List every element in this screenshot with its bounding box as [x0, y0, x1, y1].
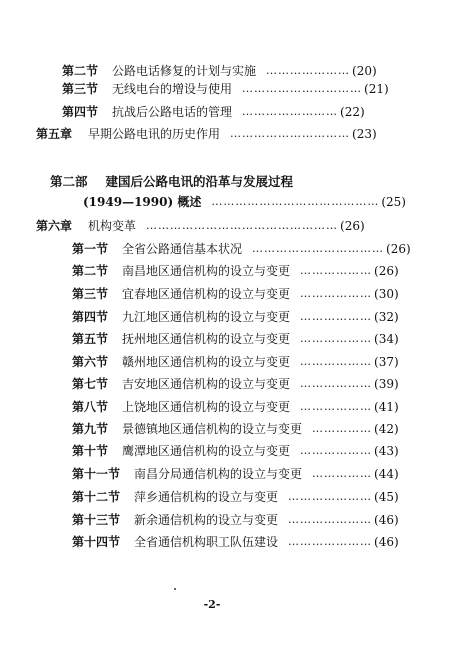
section-label: 第四节	[62, 105, 99, 119]
toc-entry[interactable]	[72, 397, 399, 417]
page-number: (22)	[340, 105, 365, 119]
leader-dots: ………………	[300, 355, 373, 368]
section-label: 第十四节	[72, 535, 121, 549]
section-title: 全省通信机构职工队伍建设	[134, 535, 279, 549]
page-number: (25)	[381, 195, 406, 209]
section-label: 第十节	[72, 444, 109, 458]
leader-dots: …………………	[288, 513, 373, 526]
toc-chapter[interactable]	[36, 216, 365, 236]
page-number: (42)	[374, 422, 399, 436]
page-number: (46)	[374, 535, 399, 549]
leader-dots: …………………	[266, 64, 351, 77]
section-title: 景德镇地区通信机构的设立与变更	[122, 422, 303, 436]
page-number: (41)	[374, 400, 399, 414]
toc-entry[interactable]	[72, 487, 399, 507]
section-label: 第三节	[62, 82, 99, 96]
section-title: 新余通信机构的设立与变更	[134, 513, 279, 527]
leader-dots: …………………………	[230, 127, 351, 140]
section-title: 无线电台的增设与使用	[112, 82, 233, 96]
section-title: 九江地区通信机构的设立与变更	[122, 310, 291, 324]
section-title: 全省公路通信基本状况	[122, 242, 243, 256]
page-number: (26)	[386, 242, 411, 256]
page-number: (30)	[374, 287, 399, 301]
page-number: (26)	[340, 219, 365, 233]
section-label: 第一节	[72, 242, 109, 256]
leader-dots: ……………	[312, 467, 373, 480]
section-label: 第四节	[72, 310, 109, 324]
leader-dots: …………………	[288, 535, 373, 548]
section-title: 抚州地区通信机构的设立与变更	[122, 332, 291, 346]
toc-entry[interactable]	[72, 374, 399, 394]
toc-entry[interactable]	[72, 261, 399, 281]
toc-entry[interactable]	[72, 419, 399, 439]
section-label: 第二节	[72, 264, 109, 278]
toc-entry[interactable]	[72, 352, 399, 372]
page-number: (23)	[352, 127, 377, 141]
chapter-label: 第五章	[36, 127, 73, 141]
section-title: 抗战后公路电话的管理	[112, 105, 233, 119]
section-label: 第二节	[62, 64, 99, 78]
leader-dots: …………………………………………	[146, 219, 339, 232]
page-number: (21)	[364, 82, 389, 96]
leader-dots: …………………………	[242, 82, 363, 95]
section-label: 第三节	[72, 287, 109, 301]
section-label: 第十二节	[72, 490, 121, 504]
toc-entry[interactable]	[72, 284, 399, 304]
leader-dots: ………………	[300, 332, 373, 345]
toc-entry[interactable]	[72, 307, 399, 327]
section-label: 第十一节	[72, 467, 121, 481]
part-subtitle: (1949—1990) 概述	[83, 195, 202, 209]
page-number: (32)	[374, 310, 399, 324]
page-footer-number: -2-	[203, 598, 221, 611]
leader-dots: ……………………………	[252, 242, 385, 255]
section-label: 第十三节	[72, 513, 121, 527]
toc-chapter[interactable]	[36, 124, 377, 144]
section-title: 鹰潭地区通信机构的设立与变更	[122, 444, 291, 458]
leader-dots: ………………	[300, 264, 373, 277]
toc-entry[interactable]	[62, 102, 365, 122]
toc-entry[interactable]	[72, 464, 399, 484]
leader-dots: ………………	[300, 444, 373, 457]
toc-part[interactable]	[50, 172, 293, 192]
section-title: 公路电话修复的计划与实施	[112, 64, 257, 78]
page-number: (34)	[374, 332, 399, 346]
section-label: 第五节	[72, 332, 109, 346]
page-number: (20)	[352, 64, 377, 78]
leader-dots: …………………	[288, 490, 373, 503]
section-label: 第六节	[72, 355, 109, 369]
part-title: 建国后公路电讯的沿革与发展过程	[105, 174, 294, 189]
toc-entry[interactable]	[72, 510, 399, 530]
chapter-title: 机构变革	[88, 219, 137, 233]
scan-speck	[174, 588, 176, 590]
page-number: (26)	[374, 264, 399, 278]
leader-dots: ………………	[300, 377, 373, 390]
part-label: 第二部	[50, 174, 88, 189]
section-title: 赣州地区通信机构的设立与变更	[122, 355, 291, 369]
chapter-label: 第六章	[36, 219, 73, 233]
section-title: 萍乡通信机构的设立与变更	[134, 490, 279, 504]
section-label: 第九节	[72, 422, 109, 436]
toc-entry[interactable]	[62, 61, 377, 81]
page-number: (37)	[374, 355, 399, 369]
section-label: 第七节	[72, 377, 109, 391]
section-title: 上饶地区通信机构的设立与变更	[122, 400, 291, 414]
leader-dots: ……………………	[242, 105, 339, 118]
leader-dots: ………………	[300, 400, 373, 413]
toc-entry[interactable]	[72, 239, 411, 259]
chapter-title: 早期公路电讯的历史作用	[88, 127, 221, 141]
page-number: (44)	[374, 467, 399, 481]
leader-dots: ……………………………………	[211, 195, 380, 208]
toc-entry[interactable]	[72, 532, 399, 552]
section-title: 宜春地区通信机构的设立与变更	[122, 287, 291, 301]
page-number: (43)	[374, 444, 399, 458]
toc-entry[interactable]	[72, 441, 399, 461]
page-number: (39)	[374, 377, 399, 391]
toc-entry[interactable]	[83, 192, 406, 212]
leader-dots: ………………	[300, 310, 373, 323]
page-number: (45)	[374, 490, 399, 504]
toc-entry[interactable]	[72, 329, 399, 349]
section-title: 吉安地区通信机构的设立与变更	[122, 377, 291, 391]
toc-entry[interactable]	[62, 79, 389, 99]
leader-dots: ………………	[300, 287, 373, 300]
section-title: 南昌地区通信机构的设立与变更	[122, 264, 291, 278]
page-number: (46)	[374, 513, 399, 527]
leader-dots: ……………	[312, 422, 373, 435]
section-label: 第八节	[72, 400, 109, 414]
section-title: 南昌分局通信机构的设立与变更	[134, 467, 303, 481]
